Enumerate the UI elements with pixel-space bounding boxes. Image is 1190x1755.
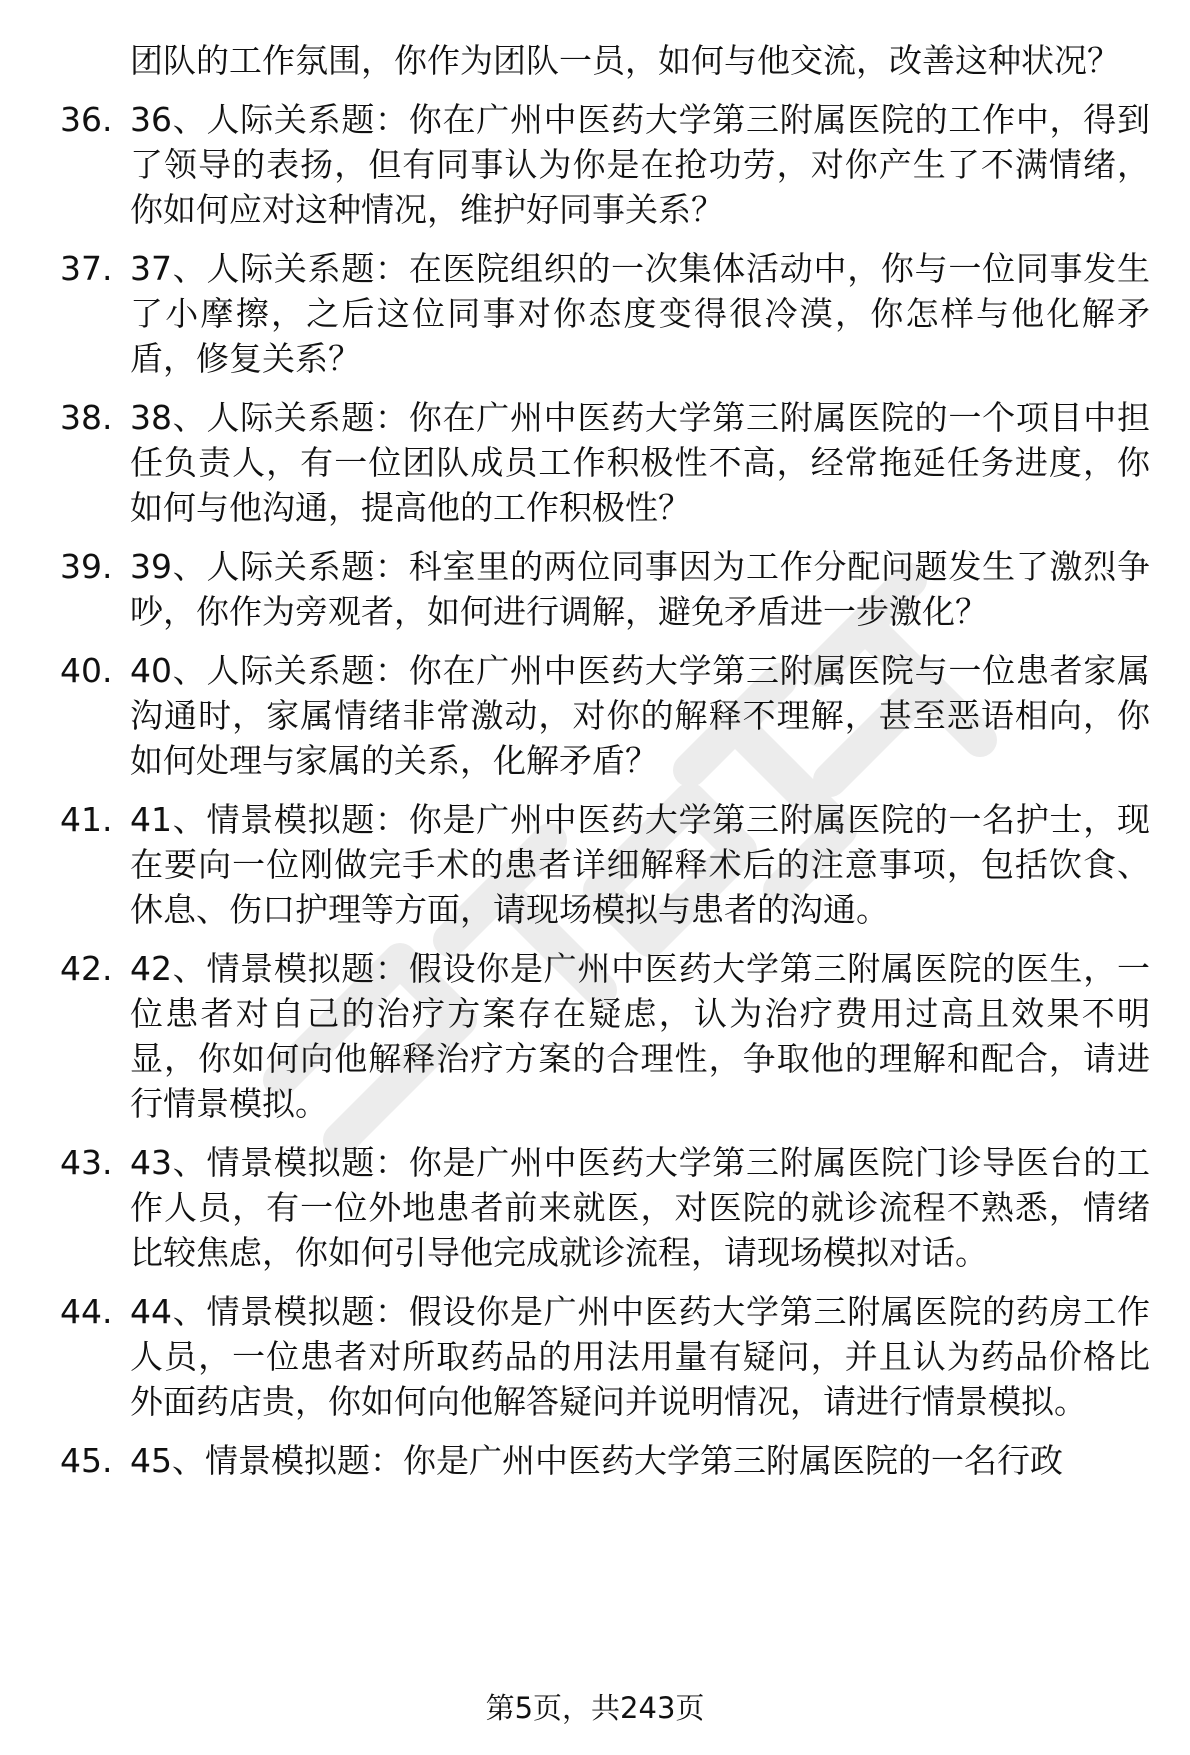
question-number: 44. bbox=[60, 1292, 113, 1331]
question-number: 39. bbox=[60, 547, 113, 586]
question-text: 37、人际关系题：在医院组织的一次集体活动中，你与一位同事发生了小摩擦，之后这位同事对你态度变得很冷漠，你怎样与他化解矛盾，修复关系？ bbox=[130, 249, 1150, 378]
question-item-42 bbox=[60, 946, 1150, 1126]
question-text: 36、人际关系题：你在广州中医药大学第三附属医院的工作中，得到了领导的表扬，但有同事认为你是在抢功劳，对你产生了不满情绪，你如何应对这种情况，维护好同事关系？ bbox=[130, 100, 1150, 229]
question-text: 42、情景模拟题：假设你是广州中医药大学第三附属医院的医生，一位患者对自己的治疗方案存在疑虑，认为治疗费用过高且效果不明显，你如何向他解释治疗方案的合理性，争取他的理解和配合，请进行情景模拟。 bbox=[130, 949, 1150, 1123]
question-text: 44、情景模拟题：假设你是广州中医药大学第三附属医院的药房工作人员，一位患者对所取药品的用法用量有疑问，并且认为药品价格比外面药店贵，你如何向他解答疑问并说明情况，请进行情景模拟。 bbox=[130, 1292, 1150, 1421]
question-item-36 bbox=[60, 97, 1150, 232]
question-text: 40、人际关系题：你在广州中医药大学第三附属医院与一位患者家属沟通时，家属情绪非常激动，对你的解释不理解，甚至恶语相向，你如何处理与家属的关系，化解矛盾？ bbox=[130, 651, 1150, 780]
question-list bbox=[60, 97, 1150, 1483]
question-item-43 bbox=[60, 1140, 1150, 1275]
question-content bbox=[60, 38, 1150, 1497]
question-number: 45. bbox=[60, 1441, 113, 1480]
question-text: 45、情景模拟题：你是广州中医药大学第三附属医院的一名行政 bbox=[130, 1441, 1063, 1480]
page-footer: 第5页，共243页 bbox=[485, 1691, 705, 1725]
question-item-37 bbox=[60, 246, 1150, 381]
question-number: 40. bbox=[60, 651, 113, 690]
question-number: 38. bbox=[60, 398, 113, 437]
question-item-44 bbox=[60, 1289, 1150, 1424]
question-item-39 bbox=[60, 544, 1150, 634]
question-number: 42. bbox=[60, 949, 113, 988]
question-item-38 bbox=[60, 395, 1150, 530]
question-number: 37. bbox=[60, 249, 113, 288]
question-text: 43、情景模拟题：你是广州中医药大学第三附属医院门诊导医台的工作人员，有一位外地患者前来就医，对医院的就诊流程不熟悉，情绪比较焦虑，你如何引导他完成就诊流程，请现场模拟对话。 bbox=[130, 1143, 1150, 1272]
question-item-40 bbox=[60, 648, 1150, 783]
question-item-41 bbox=[60, 797, 1150, 932]
question-text: 38、人际关系题：你在广州中医药大学第三附属医院的一个项目中担任负责人，有一位团队成员工作积极性不高，经常拖延任务进度，你如何与他沟通，提高他的工作积极性？ bbox=[130, 398, 1150, 527]
question-number: 43. bbox=[60, 1143, 113, 1182]
question-item-45 bbox=[60, 1438, 1150, 1483]
continuation-paragraph: 团队的工作氛围，你作为团队一员，如何与他交流，改善这种状况？ bbox=[130, 41, 1120, 80]
question-number: 41. bbox=[60, 800, 113, 839]
question-number: 36. bbox=[60, 100, 113, 139]
question-text: 41、情景模拟题：你是广州中医药大学第三附属医院的一名护士，现在要向一位刚做完手术的患者详细解释术后的注意事项，包括饮食、休息、伤口护理等方面，请现场模拟与患者的沟通。 bbox=[130, 800, 1150, 929]
question-text: 39、人际关系题：科室里的两位同事因为工作分配问题发生了激烈争吵，你作为旁观者，如何进行调解，避免矛盾进一步激化？ bbox=[130, 547, 1150, 631]
